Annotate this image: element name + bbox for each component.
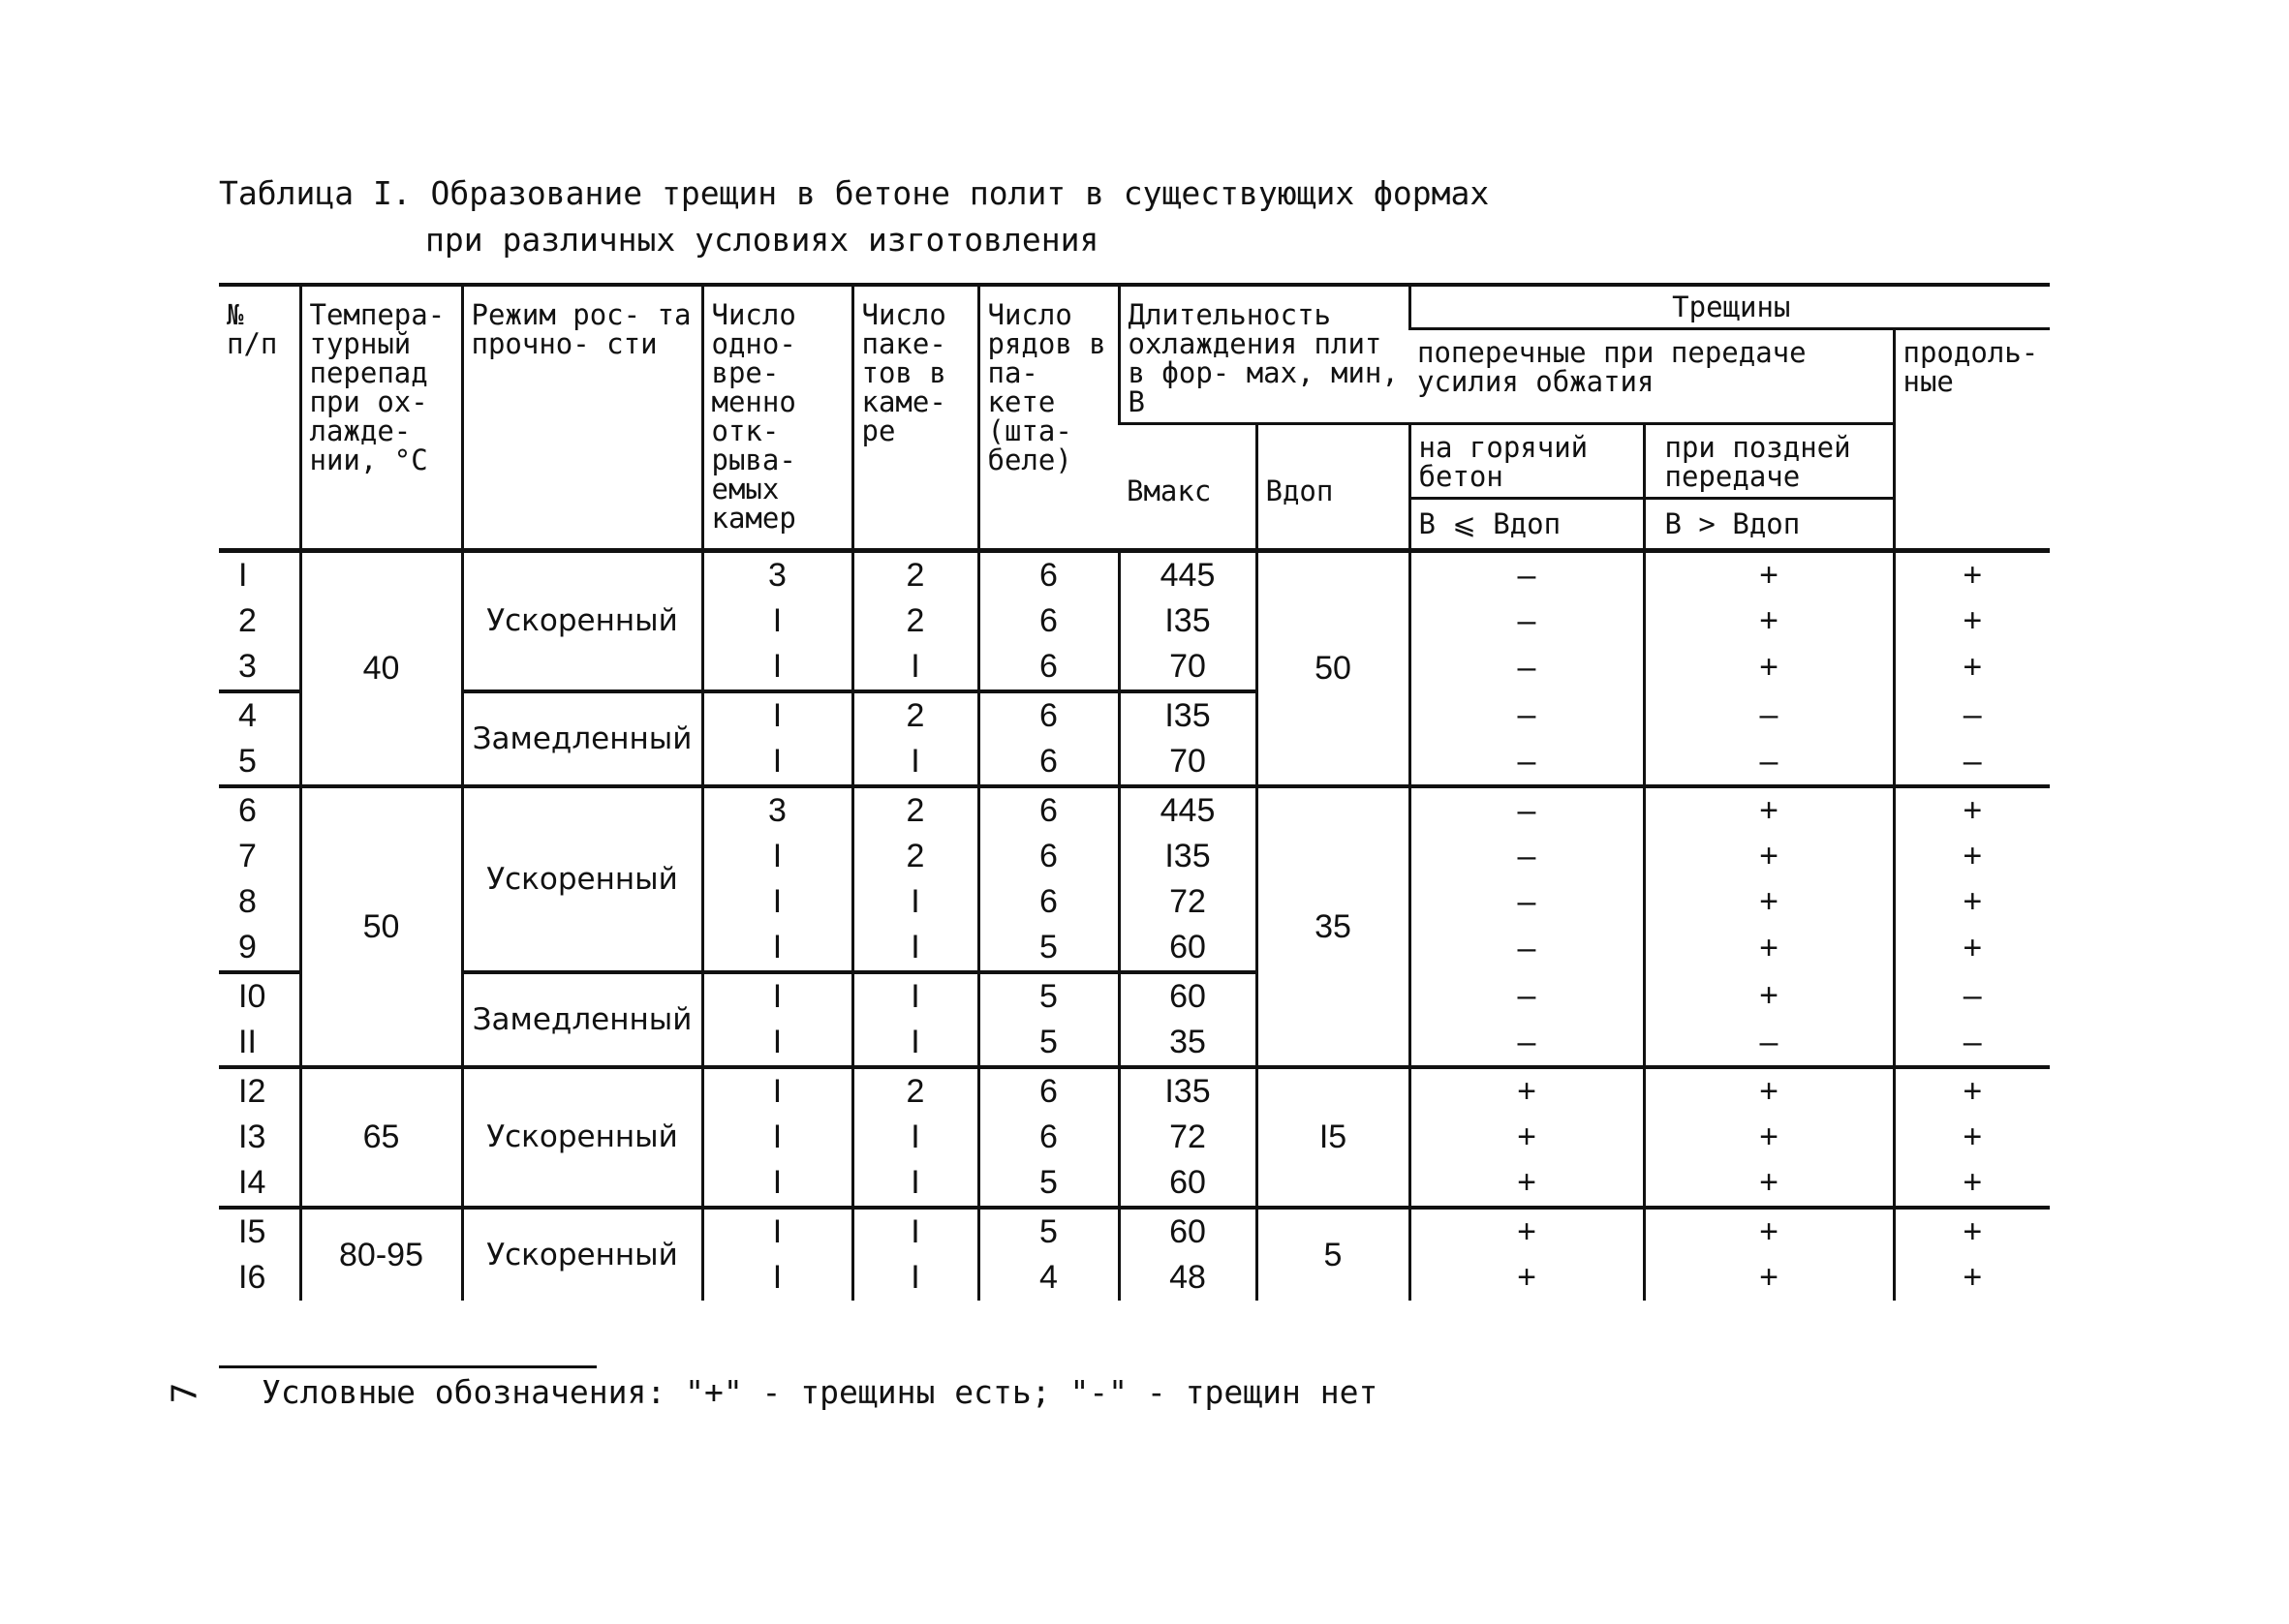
cell-packets: 2 xyxy=(852,786,978,834)
cell-hot: + xyxy=(1409,1255,1644,1301)
cell-chambers: I xyxy=(702,1020,852,1067)
cell-late: + xyxy=(1644,551,1894,599)
cell-hot: + xyxy=(1409,1160,1644,1208)
cell-mode: Ускоренный xyxy=(462,1067,702,1208)
header-late-transfer xyxy=(1644,424,1894,551)
cell-longitudinal: – xyxy=(1894,1020,2050,1067)
cell-late: – xyxy=(1644,1020,1894,1067)
cell-longitudinal: + xyxy=(1894,925,2050,972)
cell-longitudinal: – xyxy=(1894,739,2050,786)
cell-chambers: I xyxy=(702,1208,852,1255)
cell-chambers: I xyxy=(702,1115,852,1160)
header-transverse: поперечные при передаче усилия обжатия xyxy=(1409,329,1894,424)
cell-rows: 6 xyxy=(978,786,1119,834)
header-bdop: Вдоп xyxy=(1256,424,1409,551)
cell-rows: 6 xyxy=(978,834,1119,879)
cell-late: + xyxy=(1644,879,1894,925)
header-mode: Режим рос- та прочно- сти xyxy=(462,285,702,551)
cell-late: + xyxy=(1644,972,1894,1020)
cell-num: 4 xyxy=(238,697,257,734)
cell-bmax: 60 xyxy=(1119,972,1256,1020)
page-number: 7 xyxy=(165,1382,205,1404)
cell-hot: + xyxy=(1409,1067,1644,1115)
header-cracks: Трещины xyxy=(1409,285,2050,329)
cell-longitudinal: + xyxy=(1894,879,2050,925)
cell-chambers: I xyxy=(702,972,852,1020)
cell-late: – xyxy=(1644,691,1894,739)
cell-rows: 6 xyxy=(978,598,1119,644)
cell-hot: + xyxy=(1409,1208,1644,1255)
cell-bmax: I35 xyxy=(1119,691,1256,739)
cell-num: 8 xyxy=(238,883,257,920)
cell-rows: 6 xyxy=(978,1115,1119,1160)
cell-late: + xyxy=(1644,834,1894,879)
cell-bmax: 72 xyxy=(1119,1115,1256,1160)
cell-bmax: 48 xyxy=(1119,1255,1256,1301)
cell-bmax: 70 xyxy=(1119,644,1256,691)
table-row xyxy=(219,786,2050,834)
cell-num: I xyxy=(238,557,248,594)
cell-longitudinal: + xyxy=(1894,1255,2050,1301)
cell-bmax: I35 xyxy=(1119,834,1256,879)
cell-bmax: 70 xyxy=(1119,739,1256,786)
cell-bmax: I35 xyxy=(1119,598,1256,644)
header-bmax: Вмакс xyxy=(1119,424,1256,551)
cell-chambers: I xyxy=(702,834,852,879)
cell-rows: 5 xyxy=(978,925,1119,972)
cell-packets: I xyxy=(852,1020,978,1067)
cell-rows: 5 xyxy=(978,972,1119,1020)
cell-temp: 40 xyxy=(300,551,462,787)
cell-bdop: 5 xyxy=(1256,1208,1409,1301)
cell-packets: I xyxy=(852,644,978,691)
cell-longitudinal: + xyxy=(1894,551,2050,599)
cell-num: II xyxy=(219,1020,300,1067)
cell-chambers: I xyxy=(702,1255,852,1301)
cell-chambers: I xyxy=(702,691,852,739)
cell-num: 3 xyxy=(219,644,300,691)
cell-mode: Замедленный xyxy=(462,972,702,1067)
cell-packets: I xyxy=(852,1255,978,1301)
cell-num: I4 xyxy=(219,1160,300,1208)
cell-packets: I xyxy=(852,972,978,1020)
header-duration: Длительность охлаждения плит в фор- мах, мин, В xyxy=(1119,285,1409,424)
legend: Условные обозначения: "+" - трещины есть; "-" - трещин нет xyxy=(262,1373,1378,1411)
cell-hot: – xyxy=(1409,925,1644,972)
cell-rows: 5 xyxy=(978,1160,1119,1208)
cell-packets: 2 xyxy=(852,691,978,739)
cell-packets: I xyxy=(852,739,978,786)
cell-chambers: I xyxy=(702,1160,852,1208)
cell-bmax: 72 xyxy=(1119,879,1256,925)
cell-longitudinal: – xyxy=(1894,972,2050,1020)
cell-bmax: 35 xyxy=(1119,1020,1256,1067)
cell-num: 5 xyxy=(219,739,300,786)
cell-longitudinal: + xyxy=(1894,786,2050,834)
cell-temp: 65 xyxy=(300,1067,462,1208)
cell-late: – xyxy=(1644,739,1894,786)
cell-hot: – xyxy=(1409,1020,1644,1067)
cell-packets: 2 xyxy=(852,551,978,599)
cell-hot: – xyxy=(1409,598,1644,644)
cell-longitudinal: + xyxy=(1894,834,2050,879)
cell-num: I5 xyxy=(238,1213,266,1250)
cell-longitudinal: + xyxy=(1894,1115,2050,1160)
cell-hot: – xyxy=(1409,834,1644,879)
cell-rows: 6 xyxy=(978,879,1119,925)
cell-longitudinal: + xyxy=(1894,1067,2050,1115)
cell-bmax: 60 xyxy=(1119,925,1256,972)
cell-chambers: 3 xyxy=(702,551,852,599)
cell-chambers: 3 xyxy=(702,786,852,834)
cell-late: + xyxy=(1644,1208,1894,1255)
cell-rows: 6 xyxy=(978,739,1119,786)
cell-num: I6 xyxy=(238,1259,266,1296)
cell-mode: Ускоренный xyxy=(462,1208,702,1301)
cell-longitudinal: + xyxy=(1894,1208,2050,1255)
cell-chambers: I xyxy=(702,879,852,925)
legend-divider xyxy=(219,1365,597,1368)
cell-longitudinal: – xyxy=(1894,691,2050,739)
header-rows: Число рядов в па- кете (шта- беле) xyxy=(978,285,1119,551)
table-row xyxy=(219,551,2050,599)
cell-packets: I xyxy=(852,925,978,972)
cell-late: + xyxy=(1644,598,1894,644)
cell-rows: 4 xyxy=(978,1255,1119,1301)
cell-late: + xyxy=(1644,1160,1894,1208)
cell-late: + xyxy=(1644,1255,1894,1301)
cell-packets: I xyxy=(852,1160,978,1208)
header-longitudinal: продоль- ные xyxy=(1894,329,2050,551)
cell-hot: + xyxy=(1409,1115,1644,1160)
cell-late: + xyxy=(1644,644,1894,691)
cell-hot: – xyxy=(1409,739,1644,786)
cell-longitudinal: + xyxy=(1894,644,2050,691)
cell-packets: I xyxy=(852,1208,978,1255)
cell-bdop: 35 xyxy=(1256,786,1409,1067)
cell-temp: 50 xyxy=(300,786,462,1067)
cell-hot: – xyxy=(1409,786,1644,834)
cell-mode: Ускоренный xyxy=(462,786,702,972)
cell-rows: 6 xyxy=(978,1067,1119,1115)
header-cond-le: В ⩽ Вдоп xyxy=(1418,507,1562,540)
cell-num: 9 xyxy=(219,925,300,972)
cell-longitudinal: + xyxy=(1894,1160,2050,1208)
crack-table xyxy=(219,283,2050,1301)
cell-packets: 2 xyxy=(852,834,978,879)
cell-num: 7 xyxy=(238,838,257,874)
cell-packets: 2 xyxy=(852,1067,978,1115)
cell-chambers: I xyxy=(702,1067,852,1115)
cell-hot: – xyxy=(1409,972,1644,1020)
table-row xyxy=(219,1067,2050,1115)
cell-rows: 5 xyxy=(978,1208,1119,1255)
header-chambers: Число одно- вре- менно отк- рыва- емых камер xyxy=(702,285,852,551)
table-row xyxy=(219,972,2050,1020)
cell-num: I0 xyxy=(238,978,266,1015)
cell-rows: 6 xyxy=(978,644,1119,691)
cell-hot: – xyxy=(1409,879,1644,925)
caption-line-2: при различных условиях изготовления xyxy=(425,221,1099,259)
cell-num: I2 xyxy=(238,1073,266,1110)
cell-chambers: I xyxy=(702,739,852,786)
header-packets: Число паке- тов в каме- ре xyxy=(852,285,978,551)
cell-mode: Ускоренный xyxy=(462,551,702,692)
cell-hot: – xyxy=(1409,691,1644,739)
cell-hot: – xyxy=(1409,644,1644,691)
cell-packets: I xyxy=(852,1115,978,1160)
cell-bmax: 60 xyxy=(1119,1208,1256,1255)
header-cond-gt: В > Вдоп xyxy=(1664,507,1801,540)
header-hot-label: на горячий бетон xyxy=(1411,425,1643,500)
cell-late: + xyxy=(1644,1067,1894,1115)
cell-bmax: 60 xyxy=(1119,1160,1256,1208)
cell-rows: 6 xyxy=(978,691,1119,739)
cell-temp: 80-95 xyxy=(300,1208,462,1301)
header-late-label: при поздней передаче xyxy=(1646,425,1893,500)
cell-bmax: 445 xyxy=(1119,551,1256,599)
cell-late: + xyxy=(1644,925,1894,972)
cell-rows: 5 xyxy=(978,1020,1119,1067)
header-num: № п/п xyxy=(219,285,300,551)
table-row xyxy=(219,691,2050,739)
cell-hot: – xyxy=(1409,551,1644,599)
header-temp: Темпера- турный перепад при ох- лажде- нии, °C xyxy=(300,285,462,551)
cell-late: + xyxy=(1644,786,1894,834)
header-hot-concrete xyxy=(1409,424,1644,551)
cell-longitudinal: + xyxy=(1894,598,2050,644)
cell-bdop: 50 xyxy=(1256,551,1409,787)
table-row xyxy=(219,1208,2050,1255)
cell-bmax: I35 xyxy=(1119,1067,1256,1115)
cell-num: 6 xyxy=(238,792,257,829)
cell-chambers: I xyxy=(702,925,852,972)
caption-line-1: Таблица I. Образование трещин в бетоне полит в существующих формах xyxy=(219,174,1490,212)
cell-packets: I xyxy=(852,879,978,925)
cell-bmax: 445 xyxy=(1119,786,1256,834)
cell-chambers: I xyxy=(702,644,852,691)
cell-num: I3 xyxy=(238,1118,266,1155)
cell-bdop: I5 xyxy=(1256,1067,1409,1208)
cell-num: 2 xyxy=(238,602,257,639)
cell-chambers: I xyxy=(702,598,852,644)
cell-packets: 2 xyxy=(852,598,978,644)
cell-mode: Замедленный xyxy=(462,691,702,786)
cell-late: + xyxy=(1644,1115,1894,1160)
cell-rows: 6 xyxy=(978,551,1119,599)
table-caption xyxy=(219,170,1489,263)
